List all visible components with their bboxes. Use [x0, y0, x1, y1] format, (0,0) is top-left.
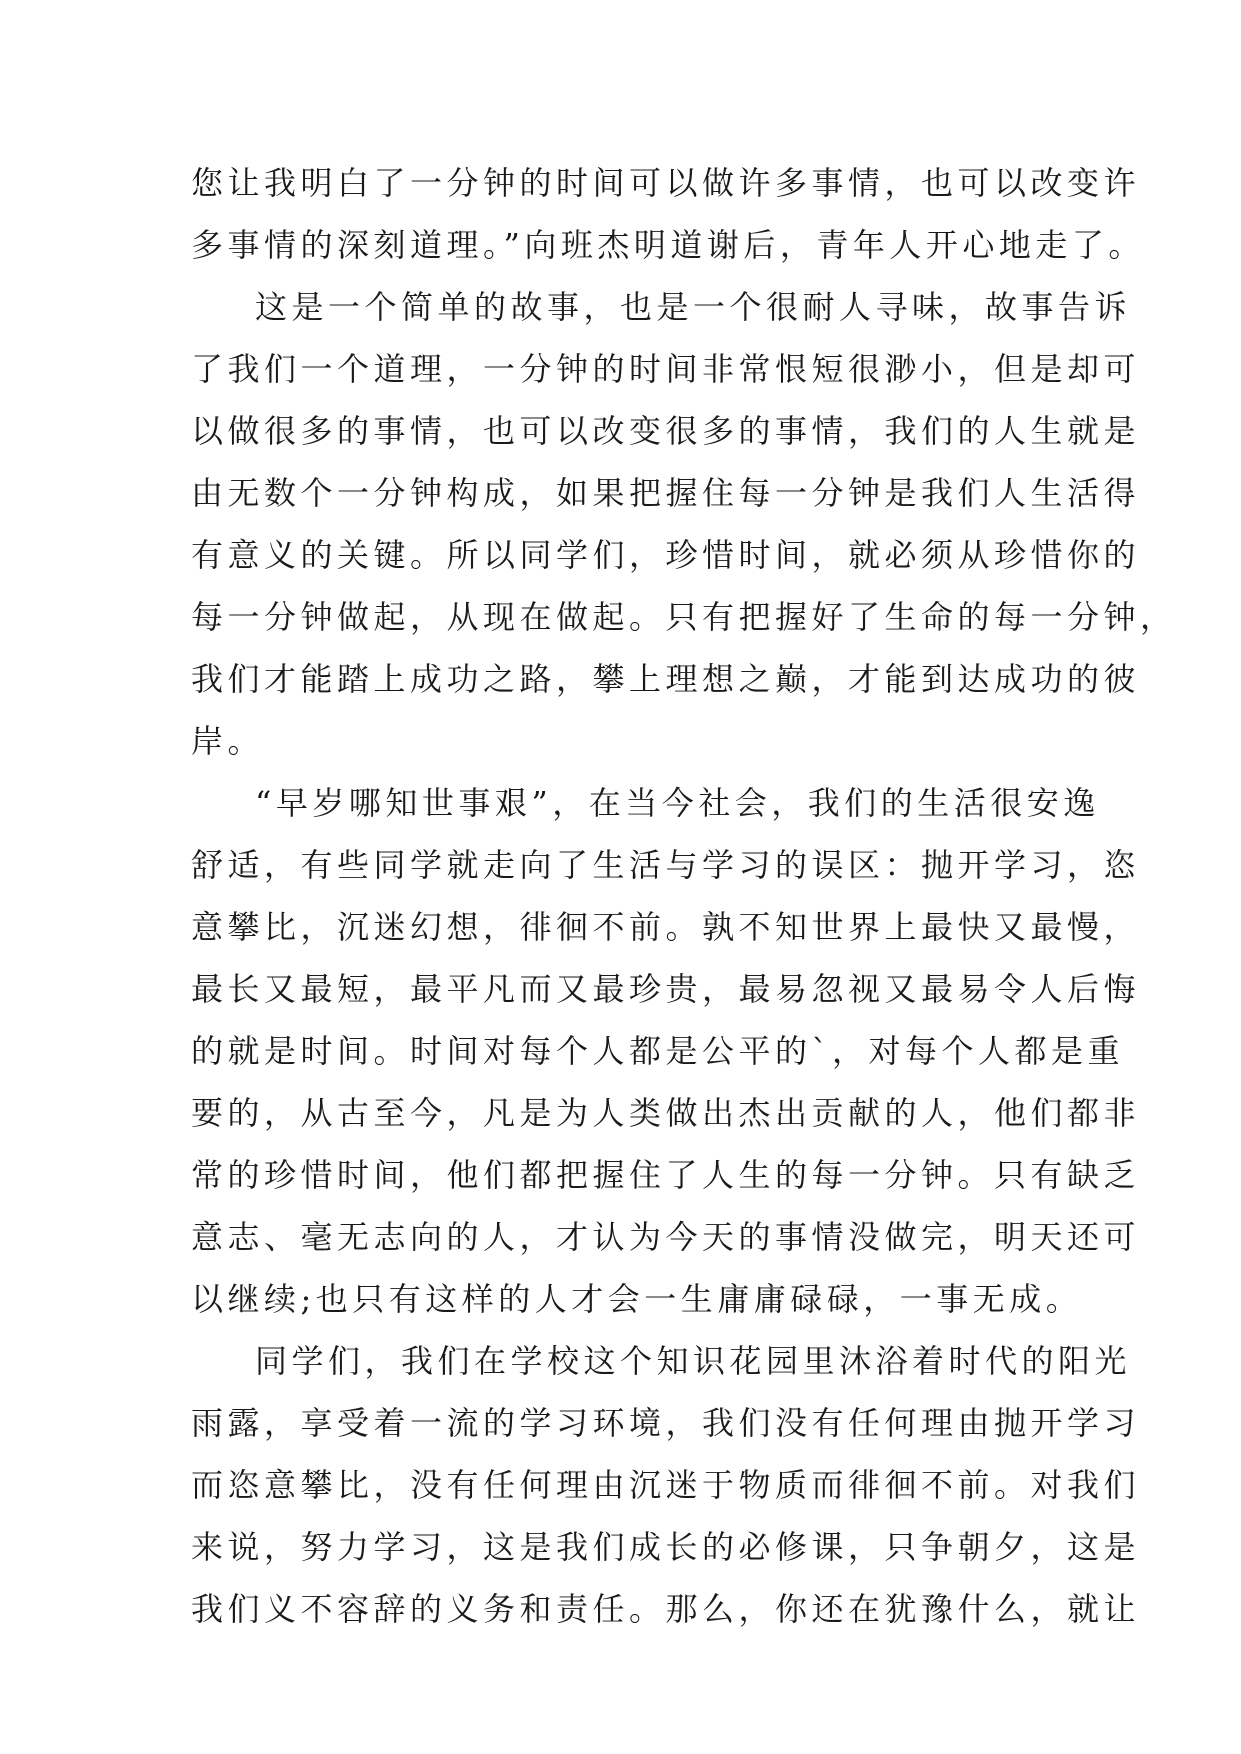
text-line: 而恣意攀比，没有任何理由沉迷于物质而徘徊不前。对我们	[191, 1466, 1141, 1504]
text-line: 要的，从古至今，凡是为人类做出杰出贡献的人，他们都非	[191, 1094, 1141, 1132]
paragraph-start-line: 同学们，我们在学校这个知识花园里沐浴着时代的阳光	[255, 1342, 1132, 1380]
paragraph-start-line: 这是一个简单的故事，也是一个很耐人寻味，故事告诉	[255, 288, 1132, 326]
text-line: 意志、毫无志向的人，才认为今天的事情没做完，明天还可	[191, 1218, 1141, 1256]
text-line: 的就是时间。时间对每个人都是公平的`，对每个人都是重	[191, 1032, 1125, 1070]
text-line: 每一分钟做起，从现在做起。只有把握好了生命的每一分钟，	[191, 598, 1177, 636]
text-line: 我们义不容辞的义务和责任。那么，你还在犹豫什么，就让	[191, 1590, 1141, 1628]
text-line: 最长又最短，最平凡而又最珍贵，最易忽视又最易令人后悔	[191, 970, 1141, 1008]
text-line: 雨露，享受着一流的学习环境，我们没有任何理由抛开学习	[191, 1404, 1141, 1442]
text-line: 舒适，有些同学就走向了生活与学习的误区：抛开学习，恣	[191, 846, 1141, 884]
text-line: 由无数个一分钟构成，如果把握住每一分钟是我们人生活得	[191, 474, 1141, 512]
text-line: 多事情的深刻道理。”向班杰明道谢后，青年人开心地走了。	[191, 226, 1145, 264]
body-text	[191, 152, 1177, 1640]
text-line: 来说，努力学习，这是我们成长的必修课，只争朝夕，这是	[191, 1528, 1141, 1566]
text-line: 岸。	[191, 722, 265, 760]
text-line: 常的珍惜时间，他们都把握住了人生的每一分钟。只有缺乏	[191, 1156, 1141, 1194]
paragraph-start-line: “早岁哪知世事艰”，在当今社会，我们的生活很安逸	[255, 784, 1100, 822]
text-line: 您让我明白了一分钟的时间可以做许多事情，也可以改变许	[191, 164, 1141, 202]
text-line: 了我们一个道理，一分钟的时间非常恨短很渺小，但是却可	[191, 350, 1141, 388]
text-line: 以做很多的事情，也可以改变很多的事情，我们的人生就是	[191, 412, 1141, 450]
text-line: 意攀比，沉迷幻想，徘徊不前。孰不知世界上最快又最慢，	[191, 908, 1141, 946]
text-line: 我们才能踏上成功之路，攀上理想之巅，才能到达成功的彼	[191, 660, 1141, 698]
text-line: 有意义的关键。所以同学们，珍惜时间，就必须从珍惜你的	[191, 536, 1141, 574]
text-line: 以继续;也只有这样的人才会一生庸庸碌碌，一事无成。	[191, 1280, 1083, 1318]
